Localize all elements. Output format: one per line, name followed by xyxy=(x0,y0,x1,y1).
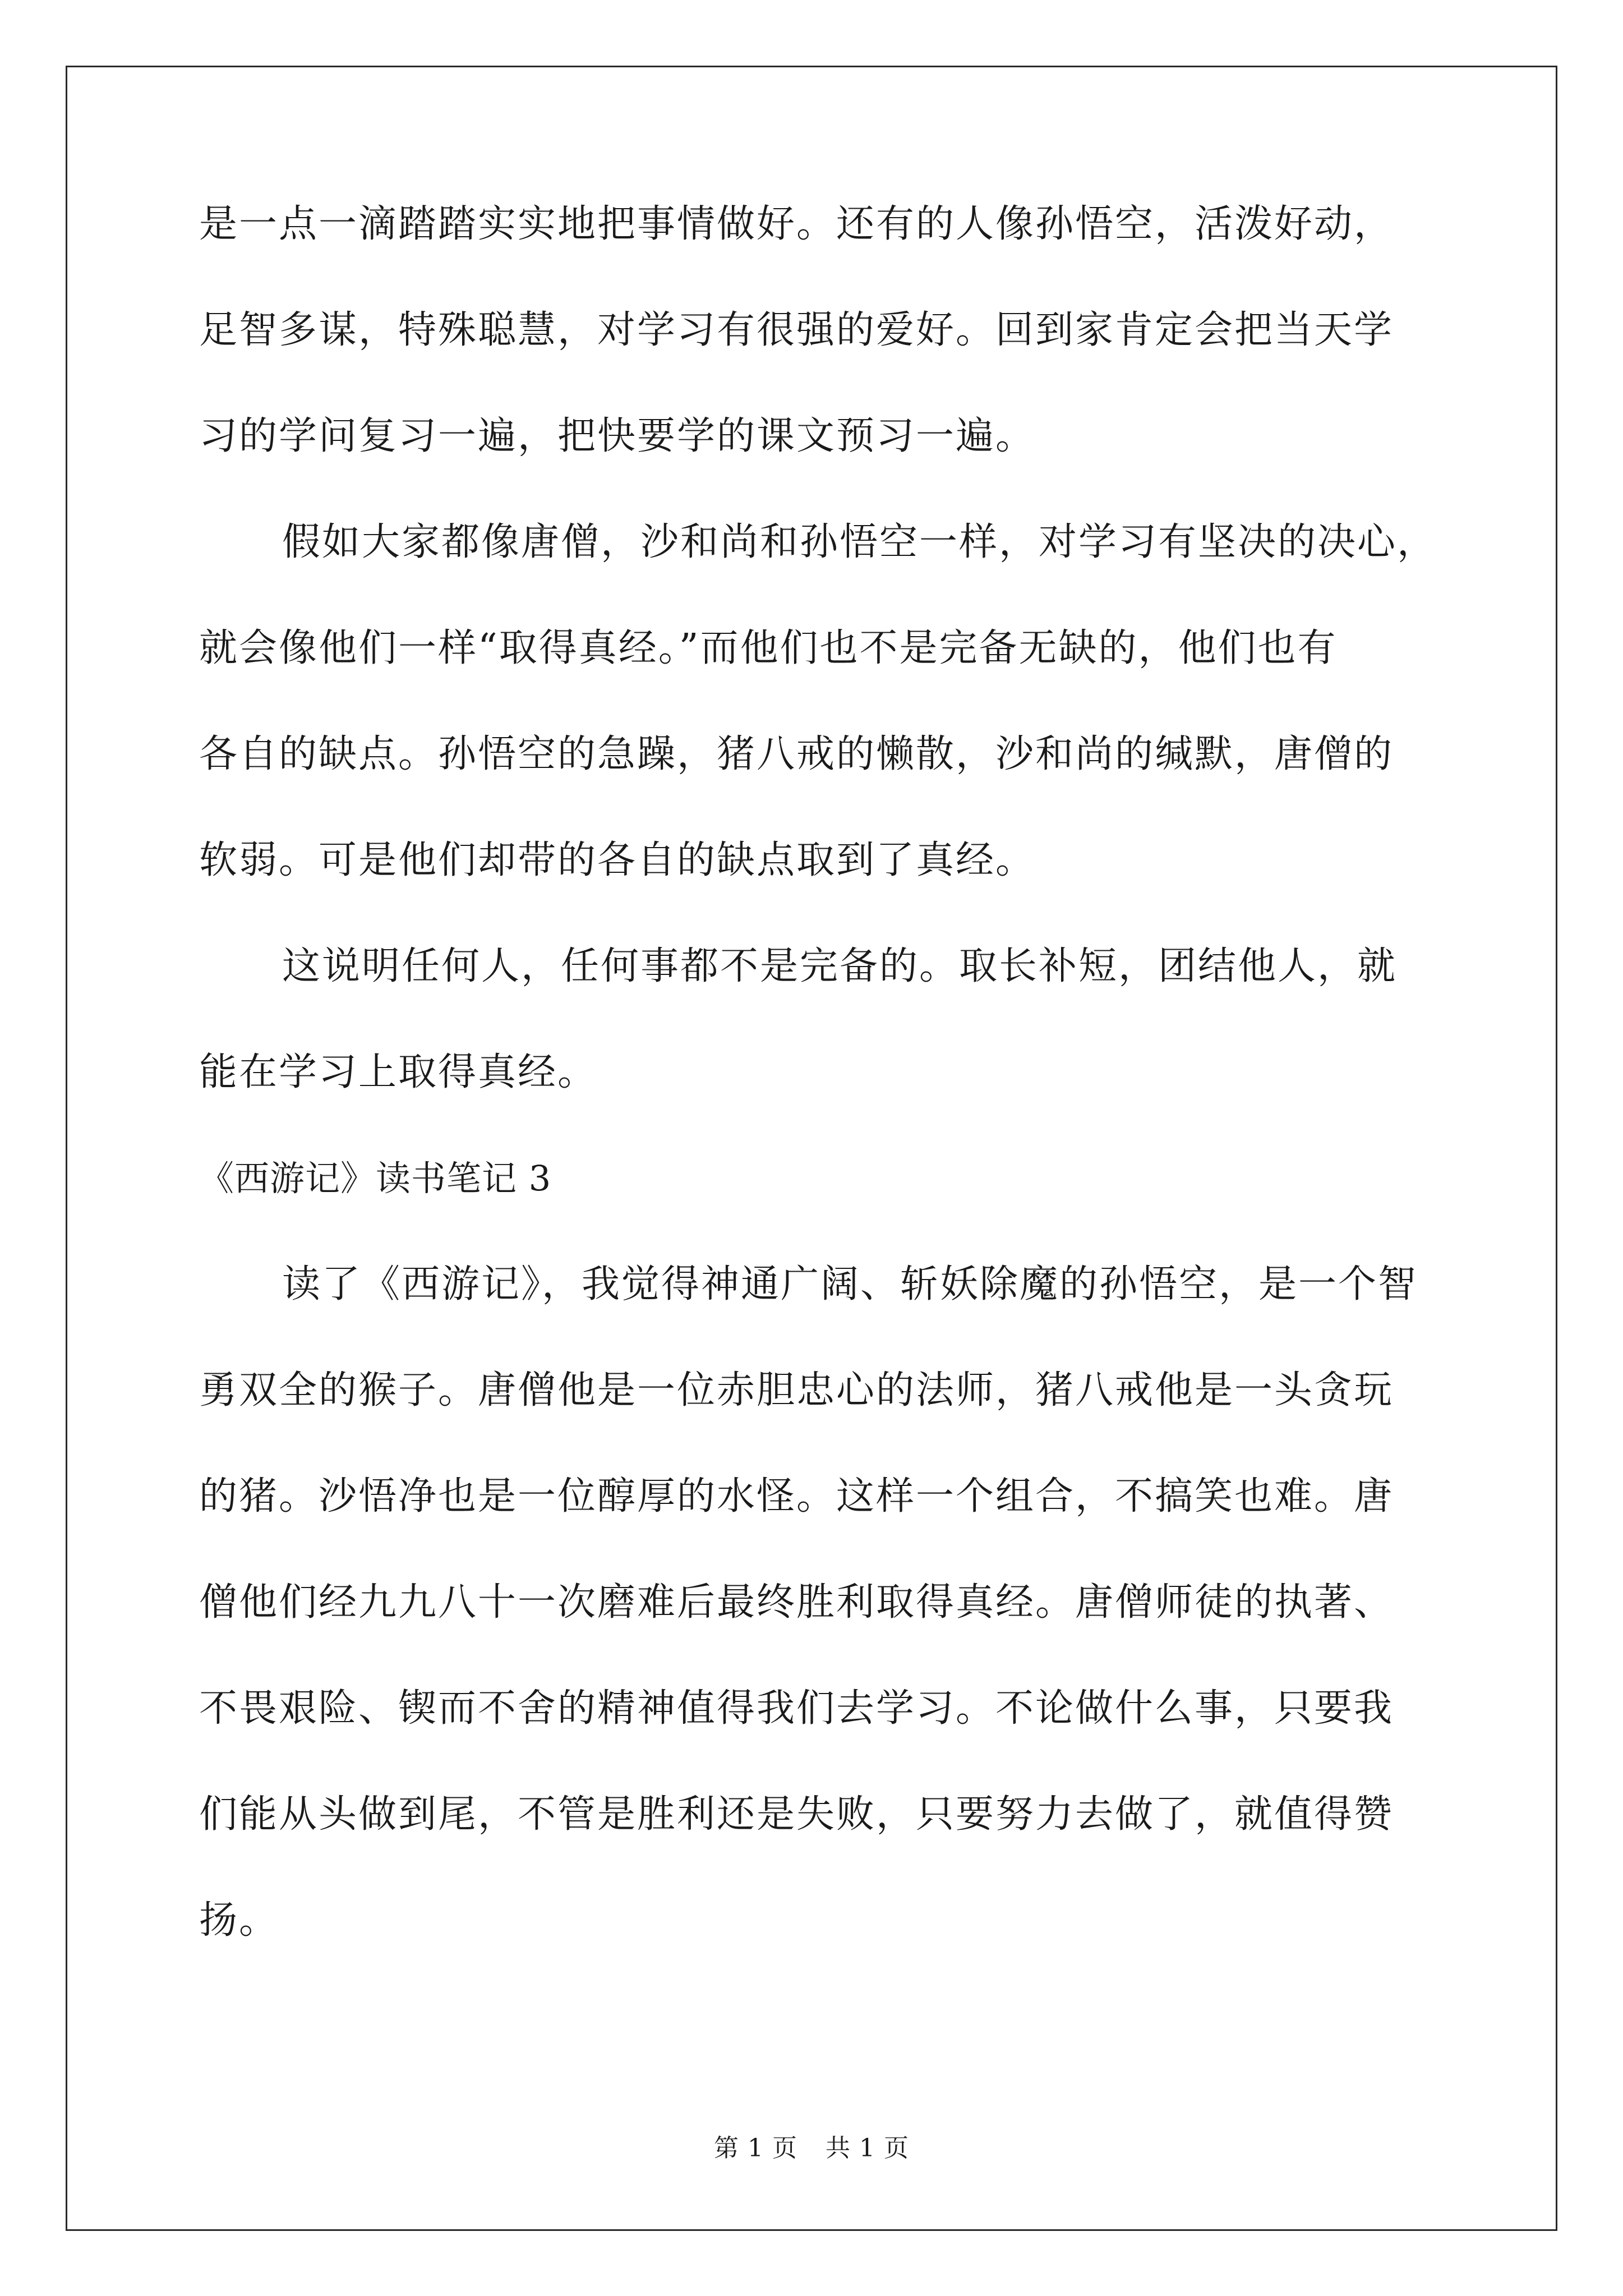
paragraph-start-line: 假如大家都像唐僧，沙和尚和孙悟空一样，对学习有坚决的决心， xyxy=(282,520,1437,564)
text-line: 能在学习上取得真经。 xyxy=(199,1050,598,1094)
text-line: 是一点一滴踏踏实实地把事情做好。还有的人像孙悟空，活泼好动， xyxy=(199,202,1394,246)
text-line: 扬。 xyxy=(199,1898,279,1943)
text-line: 足智多谋，特殊聪慧，对学习有很强的爱好。回到家肯定会把当天学 xyxy=(199,308,1394,352)
document-body xyxy=(199,196,1437,1999)
text-line: 的猪。沙悟净也是一位醇厚的水怪。这样一个组合，不搞笑也难。唐 xyxy=(199,1474,1394,1519)
page-footer xyxy=(0,2132,1623,2165)
text-line: 勇双全的猴子。唐僧他是一位赤胆忠心的法师，猪八戒他是一头贪玩 xyxy=(199,1368,1394,1412)
paragraph-start-line: 这说明任何人，任何事都不是完备的。取长补短，团结他人，就 xyxy=(282,944,1398,988)
text-line: 习的学问复习一遍，把快要学的课文预习一遍。 xyxy=(199,414,1036,458)
text-line: 们能从头做到尾，不管是胜利还是失败，只要努力去做了，就值得赞 xyxy=(199,1792,1394,1837)
section-heading: 《西游记》读书笔记 3 xyxy=(199,1158,552,1199)
text-line: 就会像他们一样“取得真经。”而他们也不是完备无缺的，他们也有 xyxy=(199,626,1338,670)
text-line: 不畏艰险、锲而不舍的精神值得我们去学习。不论做什么事，只要我 xyxy=(199,1686,1394,1731)
text-line: 软弱。可是他们却带的各自的缺点取到了真经。 xyxy=(199,838,1036,882)
page-number-total: 共 1 页 xyxy=(826,2134,909,2162)
text-line: 僧他们经九九八十一次磨难后最终胜利取得真经。唐僧师徒的执著、 xyxy=(199,1580,1394,1625)
page-number-current: 第 1 页 xyxy=(714,2134,797,2162)
text-line: 各自的缺点。孙悟空的急躁，猪八戒的懒散，沙和尚的缄默，唐僧的 xyxy=(199,732,1394,776)
paragraph-start-line: 读了《西游记》，我觉得神通广阔、斩妖除魔的孙悟空，是一个智 xyxy=(282,1262,1418,1306)
